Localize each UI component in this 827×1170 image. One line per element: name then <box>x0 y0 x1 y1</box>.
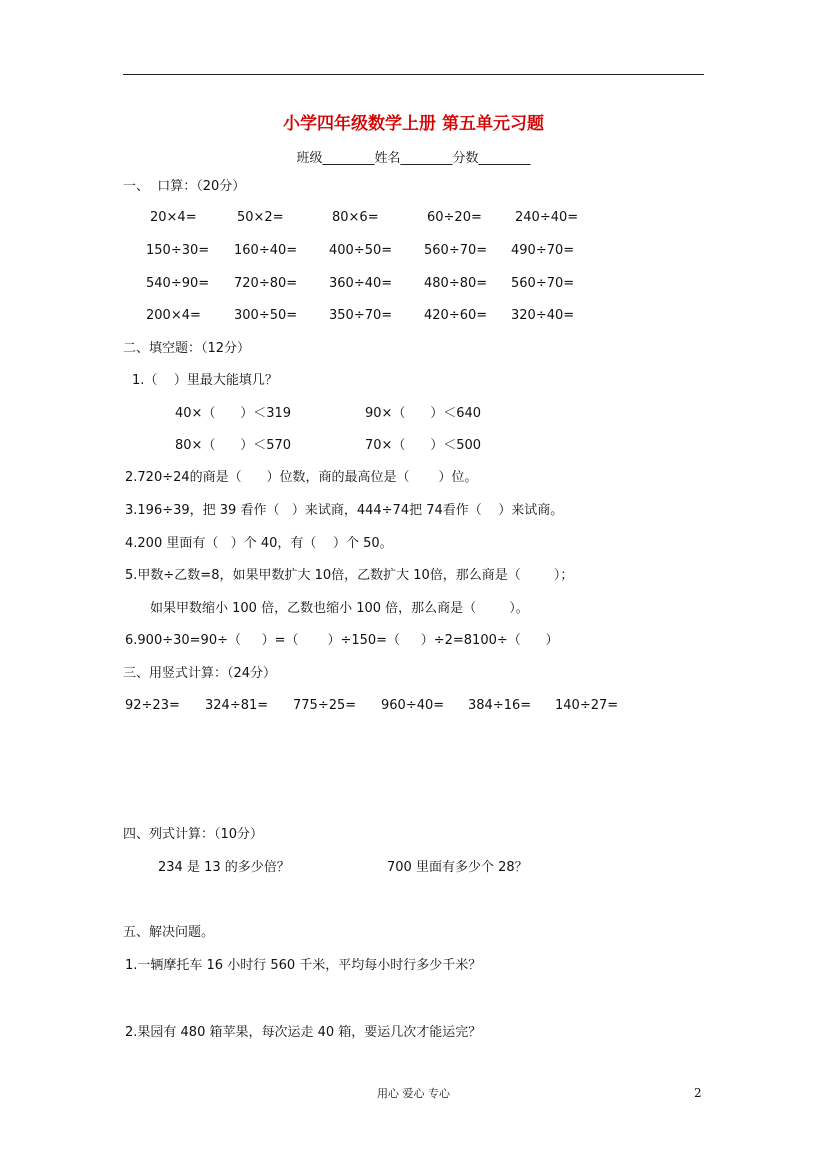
oral-item: 720÷80= <box>234 276 298 291</box>
fill-question-2: 2.720÷24的商是（ ）位数，商的最高位是（ ）位。 <box>125 470 478 485</box>
oral-item: 20×4= <box>150 210 197 225</box>
oral-item: 490÷70= <box>511 243 575 258</box>
oral-item: 320÷40= <box>511 308 575 323</box>
student-info-line: 班级________姓名________分数________ <box>296 151 531 166</box>
oral-item: 480÷80= <box>424 276 488 291</box>
fill-question-5-continued: 如果甲数缩小 100 倍，乙数也缩小 100 倍，那么商是（ ）。 <box>150 601 529 616</box>
expression-question: 700 里面有多少个 28？ <box>387 860 528 875</box>
section-4-heading: 四、列式计算：（10分） <box>123 827 264 842</box>
section-5-heading: 五、解决问题。 <box>123 925 215 940</box>
vertical-item: 92÷23= <box>125 698 180 713</box>
page-footer: 用心 爱心 专心 <box>377 1087 450 1100</box>
vertical-item: 384÷16= <box>468 698 532 713</box>
oral-item: 240÷40= <box>515 210 579 225</box>
word-problem: 2.果园有 480 箱苹果，每次运走 40 箱，要运几次才能运完？ <box>125 1025 482 1040</box>
oral-item: 360÷40= <box>329 276 393 291</box>
page-number: 2 <box>694 1086 702 1100</box>
fill-inequality: 40×（ ）＜319 <box>175 406 292 421</box>
fill-inequality: 70×（ ）＜500 <box>365 438 482 453</box>
fill-question-1: 1.（ ）里最大能填几？ <box>132 373 278 388</box>
section-3-heading: 三、用竖式计算：（24分） <box>123 666 277 681</box>
vertical-item: 324÷81= <box>205 698 269 713</box>
fill-question-5: 5.甲数÷乙数=8，如果甲数扩大 10倍，乙数扩大 10倍，那么商是（ ）； <box>125 568 574 583</box>
oral-item: 50×2= <box>237 210 284 225</box>
section-2-heading: 二、填空题：（12分） <box>123 341 251 356</box>
fill-question-3: 3.196÷39，把 39 看作（ ）来试商，444÷74把 74看作（ ）来试商。 <box>125 503 564 518</box>
oral-item: 80×6= <box>332 210 379 225</box>
fill-inequality: 90×（ ）＜640 <box>365 406 482 421</box>
oral-item: 60÷20= <box>427 210 482 225</box>
expression-question: 234 是 13 的多少倍？ <box>158 860 290 875</box>
oral-item: 160÷40= <box>234 243 298 258</box>
oral-item: 420÷60= <box>424 308 488 323</box>
oral-item: 150÷30= <box>146 243 210 258</box>
fill-inequality: 80×（ ）＜570 <box>175 438 292 453</box>
fill-question-4: 4.200 里面有（ ）个 40，有（ ）个 50。 <box>125 536 393 551</box>
oral-item: 560÷70= <box>511 276 575 291</box>
page-title: 小学四年级数学上册 第五单元习题 <box>283 114 544 134</box>
vertical-item: 960÷40= <box>381 698 445 713</box>
fill-question-6: 6.900÷30=90÷（ ）=（ ）÷150=（ ）÷2=8100÷（ ） <box>125 633 559 648</box>
oral-item: 400÷50= <box>329 243 393 258</box>
oral-item: 560÷70= <box>424 243 488 258</box>
header-rule <box>123 74 704 75</box>
section-1-heading: 一、 口算：（20分） <box>123 179 246 194</box>
oral-item: 540÷90= <box>146 276 210 291</box>
oral-item: 200×4= <box>146 308 201 323</box>
oral-item: 300÷50= <box>234 308 298 323</box>
word-problem: 1.一辆摩托车 16 小时行 560 千米，平均每小时行多少千米？ <box>125 958 482 973</box>
vertical-item: 140÷27= <box>555 698 619 713</box>
vertical-item: 775÷25= <box>293 698 357 713</box>
oral-item: 350÷70= <box>329 308 393 323</box>
